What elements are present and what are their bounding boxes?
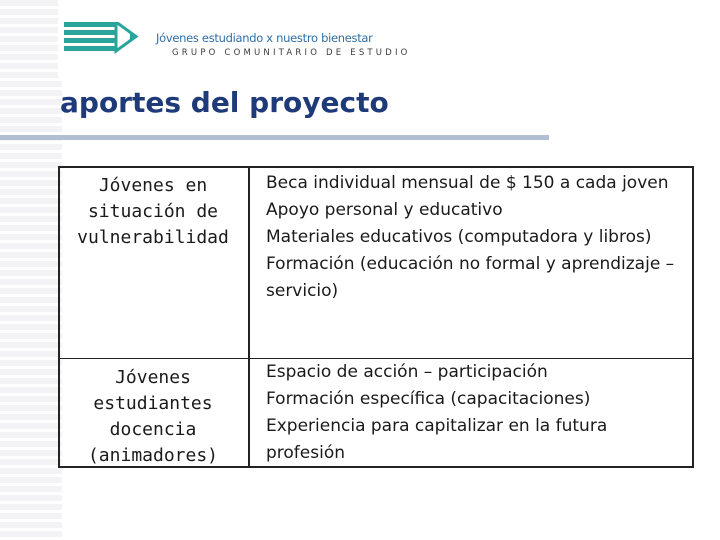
list-item: Formación específica (capacitaciones) <box>266 389 591 409</box>
list-item: Experiencia para capitalizar en la futura profesión <box>266 416 608 463</box>
category-label: Jóvenes en situación de vulnerabilidad <box>77 175 229 248</box>
list-item: Formación (educación no formal y aprendizaje – servicio) <box>266 254 675 301</box>
table-row <box>60 168 692 359</box>
logo-subtext: GRUPO COMUNITARIO DE ESTUDIO <box>172 48 411 58</box>
slide-title: aportes del proyecto <box>60 86 389 119</box>
contributions-table <box>58 166 694 468</box>
logo <box>58 0 411 80</box>
logo-text: Jóvenes estudiando x nuestro bienestar <box>156 31 373 45</box>
table-row <box>60 359 692 468</box>
title-underline <box>0 135 549 140</box>
pencil-logo-icon <box>64 22 140 58</box>
list-item: Beca individual mensual de $ 150 a cada joven <box>266 173 669 193</box>
category-cell <box>60 359 250 468</box>
list-item: Materiales educativos (computadora y libros) <box>266 227 652 247</box>
items-cell <box>266 359 686 467</box>
list-item: Apoyo personal y educativo <box>266 200 503 220</box>
decorative-side-band <box>0 0 62 540</box>
category-label: Jóvenes estudiantes docencia (animadores) <box>87 367 219 466</box>
category-cell <box>60 168 250 358</box>
items-cell <box>266 170 686 305</box>
list-item: Espacio de acción – participación <box>266 362 548 382</box>
